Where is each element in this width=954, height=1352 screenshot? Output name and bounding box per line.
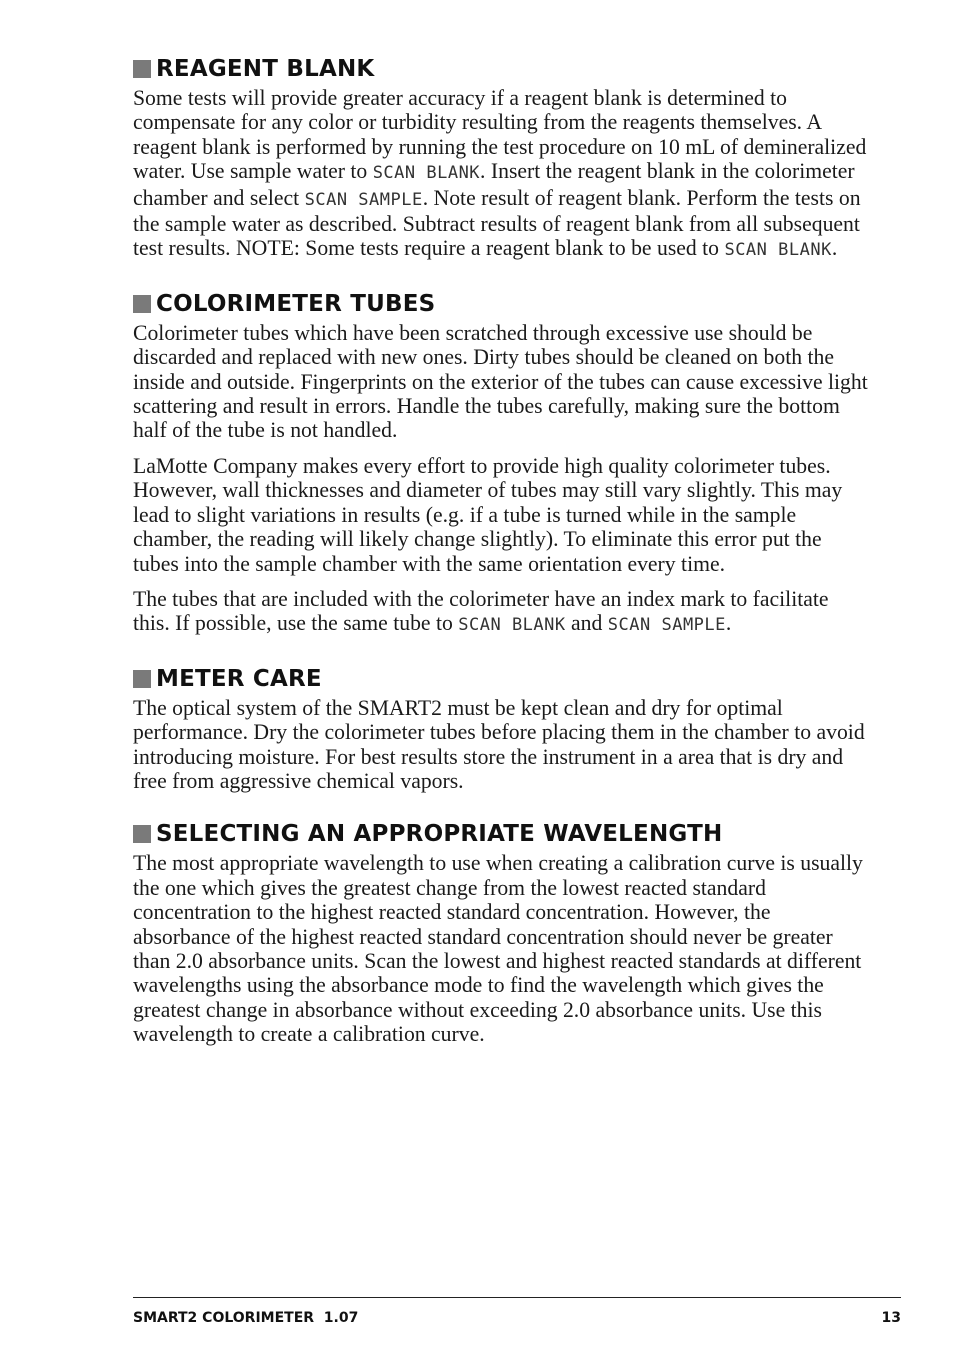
text-run: Some tests will provide greater accuracy if a reagent blank is determined to compensate for any color or turbidity resulting from the reagents themselves. A reagent blank is performed by running the test procedure on 10 mL of demineralized water. Use sample water to (133, 86, 867, 184)
square-bullet-icon (133, 825, 151, 843)
section-heading-text: REAGENT BLANK (156, 56, 375, 82)
section-colorimeter-tubes (133, 289, 868, 638)
paragraph (133, 321, 868, 443)
lcd-command-text: SCAN SAMPLE (304, 189, 423, 210)
text-run: . (831, 236, 838, 261)
page-footer (133, 1297, 901, 1326)
lcd-command-text: SCAN BLANK (458, 615, 566, 636)
document-body (133, 54, 868, 1073)
lcd-command-text: SCAN BLANK (372, 163, 481, 184)
section-heading (133, 289, 868, 319)
section-heading (133, 819, 868, 849)
paragraph (133, 851, 868, 1046)
lcd-command-text: SCAN SAMPLE (607, 615, 726, 636)
text-run: The optical system of the SMART2 must be kept clean and dry for optimal performance. Dry the colorimeter tubes before placing them in the chamber to avoid introducing moisture. For best results store the instrument in a area that is dry and free from aggressive chemical vapors. (133, 695, 865, 793)
text-run: . Note result of reagent blank. Perform the tests on the sample water as described. Subtract results of reagent blank from all subsequent test results. NOTE: Some tests require a reagent blank to be used to (133, 185, 861, 261)
square-bullet-icon (133, 670, 151, 688)
text-run: and (565, 611, 608, 636)
paragraph (133, 696, 868, 794)
section-heading-text: METER CARE (156, 665, 322, 692)
section-heading-text: SELECTING AN APPROPRIATE WAVELENGTH (156, 821, 723, 848)
section-heading (133, 664, 868, 694)
paragraph (133, 587, 868, 638)
section-reagent-blank (133, 54, 868, 263)
section-heading-text: COLORIMETER TUBES (156, 290, 436, 317)
page-number: 13 (881, 1310, 901, 1326)
section-meter-care (133, 664, 868, 794)
footer-title: SMART2 COLORIMETER 1.07 (133, 1310, 359, 1326)
section-selecting-wavelength (133, 819, 868, 1046)
square-bullet-icon (133, 60, 151, 78)
text-run: The tubes that are included with the colorimeter have an index mark to facilitate this. If possible, use the same tube to (133, 586, 829, 636)
text-run: . (725, 611, 732, 636)
text-run: The most appropriate wavelength to use when creating a calibration curve is usually the one which gives the greatest change from the lowest reacted standard concentration to the highest reacted standard concentration. However, the absorbance of the highest reacted standard concentration should never be greater than 2.0 absorbance units. Scan the lowest and highest reacted standards at different wavelengths using the absorbance mode to find the wavelength which gives the greatest change in absorbance without exceeding 2.0 absorbance units. Use this wavelength to create a calibration curve. (133, 851, 863, 1047)
text-run: . Insert the reagent blank in the colorimeter chamber and select (133, 159, 855, 210)
lcd-command-text: SCAN BLANK (724, 240, 832, 261)
text-run: Colorimeter tubes which have been scratched through excessive use should be discarded and replaced with new ones. Dirty tubes should be cleaned on both the inside and outside. Fingerprints on the exterior of the tubes can cause excessive light scattering and result in errors. Handle the tubes carefully, making sure the bottom half of the tube is not handled. (133, 320, 868, 443)
text-run: LaMotte Company makes every effort to provide high quality colorimeter tubes. However, wall thicknesses and diameter of tubes may still vary slightly. This may lead to slight variations in results (e.g. if a tube is turned while in the sample chamber, the reading will likely change slightly). To eliminate this error put the tubes into the sample chamber with the same orientation every time. (133, 453, 843, 576)
paragraph (133, 454, 868, 576)
paragraph (133, 86, 868, 263)
square-bullet-icon (133, 295, 151, 313)
section-heading (133, 54, 868, 84)
